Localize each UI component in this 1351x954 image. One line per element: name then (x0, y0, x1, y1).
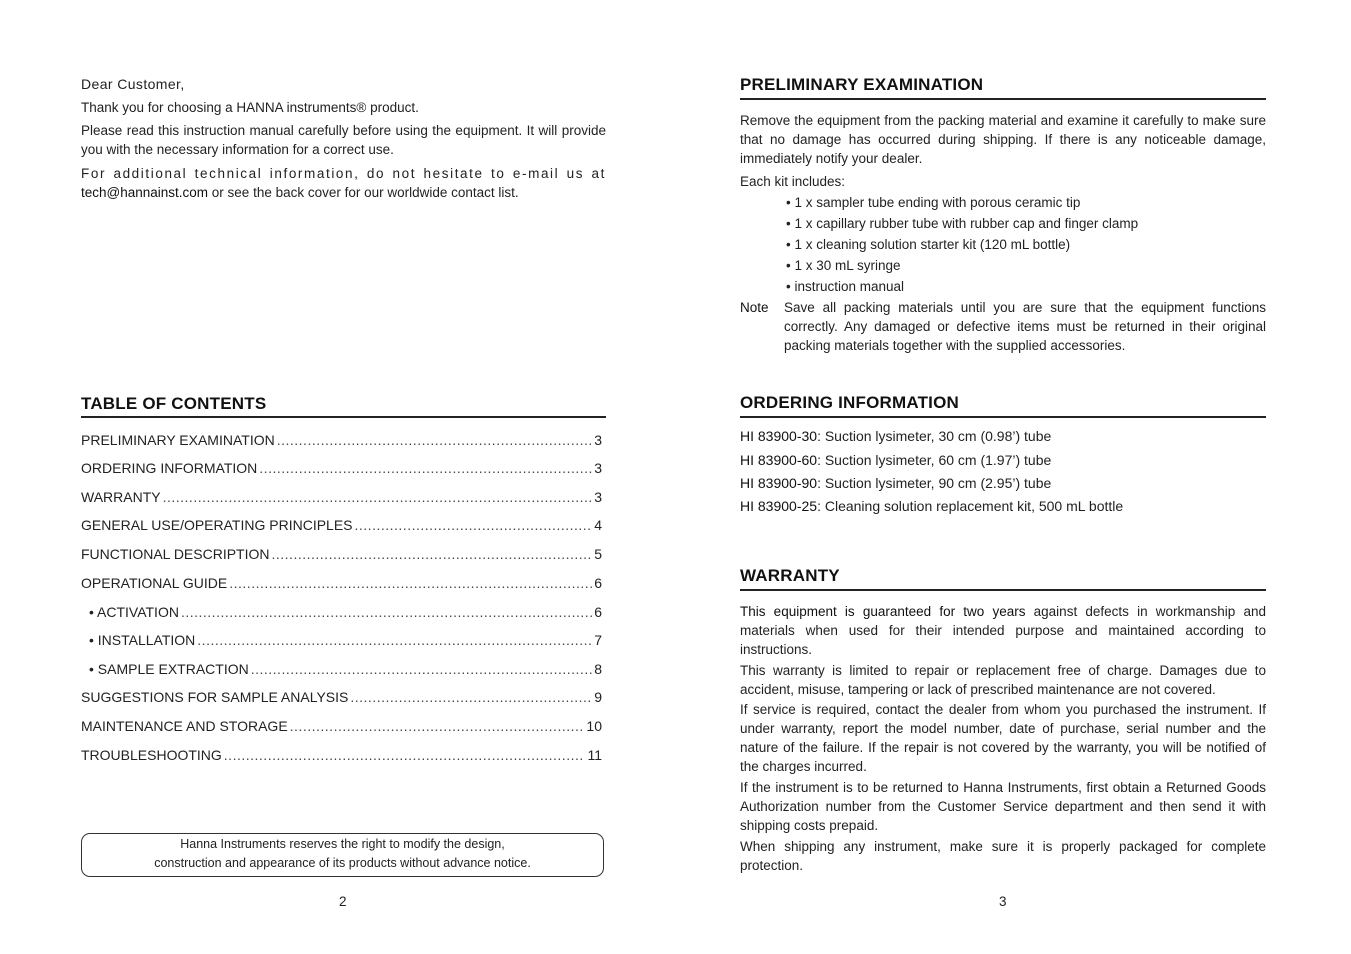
page-number-left: 2 (339, 894, 347, 909)
warranty-title: WARRANTY (740, 566, 840, 585)
warranty-paragraph-4: If the instrument is to be returned to Hanna Instruments, first obtain a Returned Goods Authorization number from the Customer Service department and then send it with shipping costs prepaid. (740, 780, 1266, 833)
toc-page-number: 5 (594, 546, 602, 562)
page-number-right: 3 (999, 894, 1007, 909)
toc-page-number: 10 (586, 718, 602, 734)
toc-label: PRELIMINARY EXAMINATION (81, 432, 275, 448)
intro-paragraph-2: Please read this instruction manual carefully before using the equipment. It will provide you with the necessary information for a correct use. (81, 123, 606, 157)
toc-label: SUGGESTIONS FOR SAMPLE ANALYSIS (81, 689, 349, 705)
toc-entry-sample-extraction[interactable] (81, 661, 602, 677)
contact-text-end: or see the back cover for our worldwide contact list. (211, 185, 519, 200)
model-code: HI 83900-25 (740, 498, 818, 514)
toc-label: TROUBLESHOOTING (81, 747, 222, 763)
contact-text-start: For additional technical information, do not hesitate to e-mail us at (81, 166, 606, 181)
ordering-information-title: ORDERING INFORMATION (740, 393, 960, 412)
ordering-title-rule (740, 416, 1266, 418)
toc-label: MAINTENANCE AND STORAGE (81, 718, 288, 734)
toc-page-number: 3 (594, 432, 602, 448)
toc-page-number: 8 (594, 661, 602, 677)
model-code: HI 83900-60 (740, 452, 818, 468)
model-code: HI 83900-90 (740, 475, 818, 491)
toc-page-number: 9 (594, 689, 602, 705)
warranty-lead: This equipment is guaranteed for two years (740, 604, 1026, 619)
greeting: Dear Customer, (81, 76, 185, 92)
toc-label: GENERAL USE/OPERATING PRINCIPLES (81, 517, 353, 533)
model-description: : Suction lysimeter, 90 cm (2.95’) tube (817, 475, 1052, 491)
toc-entry-operational-guide[interactable] (81, 575, 602, 591)
toc-label: WARRANTY (81, 489, 161, 505)
model-code: HI 83900-30 (740, 428, 818, 444)
kit-intro: Each kit includes: (740, 174, 846, 189)
preliminary-text: Remove the equipment from the packing material and examine it carefully to make sure that no damage has occurred during shipping. If there is any noticeable damage, immediately notify your dealer. (740, 113, 1266, 166)
toc-entry-ordering-information[interactable] (81, 460, 602, 476)
model-description: : Suction lysimeter, 30 cm (0.98’) tube (817, 428, 1052, 444)
toc-entry-suggestions[interactable] (81, 689, 602, 705)
toc-page-number: 3 (594, 489, 602, 505)
warranty-title-rule (740, 589, 1266, 591)
toc-label: • SAMPLE EXTRACTION (89, 661, 249, 677)
toc-label: • INSTALLATION (89, 632, 196, 648)
kit-item: • 1 x cleaning solution starter kit (120 mL bottle) (786, 237, 1071, 252)
toc-entry-troubleshooting[interactable] (81, 747, 602, 763)
intro-paragraph-1: Thank you for choosing a HANNA instruments® product. (81, 100, 419, 115)
warranty-paragraph-1 (740, 602, 1266, 659)
toc-entry-installation[interactable] (81, 632, 602, 648)
toc-page-number: 11 (587, 747, 602, 763)
rights-notice-box (81, 833, 604, 877)
kit-item: • 1 x capillary rubber tube with rubber cap and finger clamp (786, 216, 1139, 231)
kit-item: • 1 x 30 mL syringe (786, 258, 901, 273)
toc-label: FUNCTIONAL DESCRIPTION (81, 546, 270, 562)
kit-item: • 1 x sampler tube ending with porous ceramic tip (786, 195, 1081, 210)
kit-item: • instruction manual (786, 279, 905, 294)
warranty-paragraph-3: If service is required, contact the dealer from whom you purchased the instrument. If under warranty, report the model number, date of purchase, serial number and the nature of the failure. If the repair is not covered by the warranty, you will be notified of the charges incurred. (740, 702, 1266, 774)
note-text: Save all packing materials until you are sure that the equipment functions correctly. Any damaged or defective items must be returned in their original packing materials together with the supplied accessories. (784, 300, 1266, 353)
preliminary-examination-title: PRELIMINARY EXAMINATION (740, 75, 984, 94)
toc-entry-warranty[interactable] (81, 489, 602, 505)
toc-label: OPERATIONAL GUIDE (81, 575, 228, 591)
notice-line-1: Hanna Instruments reserves the right to modify the design, (180, 837, 505, 851)
toc-entry-general-use[interactable] (81, 517, 602, 533)
note-label: Note (740, 300, 769, 315)
model-description: : Suction lysimeter, 60 cm (1.97’) tube (817, 452, 1052, 468)
preliminary-title-rule (740, 98, 1266, 100)
ordering-item (740, 452, 1051, 468)
contact-paragraph (81, 164, 606, 202)
warranty-paragraph-5: When shipping any instrument, make sure it is properly packaged for complete protection. (740, 839, 1266, 873)
model-description: : Cleaning solution replacement kit, 500 mL bottle (817, 498, 1124, 514)
toc-page-number: 3 (594, 460, 602, 476)
toc-title-rule (81, 416, 606, 418)
toc-page-number: 6 (594, 604, 602, 620)
toc-page-number: 7 (594, 632, 602, 648)
contact-email-link[interactable]: tech@hannainst.com (81, 185, 209, 200)
warranty-paragraph-2: This warranty is limited to repair or replacement free of charge. Damages due to accident, misuse, tampering or lack of prescribed maintenance are not covered. (740, 663, 1266, 697)
toc-entry-preliminary-examination[interactable] (81, 432, 602, 448)
toc-page-number: 4 (594, 517, 602, 533)
ordering-item (740, 428, 1051, 444)
toc-entry-maintenance[interactable] (81, 718, 602, 734)
toc-label: • ACTIVATION (89, 604, 179, 620)
toc-title: TABLE OF CONTENTS (81, 394, 267, 413)
toc-entry-activation[interactable] (81, 604, 602, 620)
notice-line-2: construction and appearance of its products without advance notice. (154, 856, 531, 870)
ordering-item (740, 475, 1051, 491)
toc-page-number: 6 (594, 575, 602, 591)
toc-label: ORDERING INFORMATION (81, 460, 258, 476)
ordering-item (740, 498, 1123, 514)
toc-entry-functional-description[interactable] (81, 546, 602, 562)
warranty-lead-rest: against defects in workmanship and materials when used for their intended purpose and maintained according to instructions. (740, 604, 1266, 657)
